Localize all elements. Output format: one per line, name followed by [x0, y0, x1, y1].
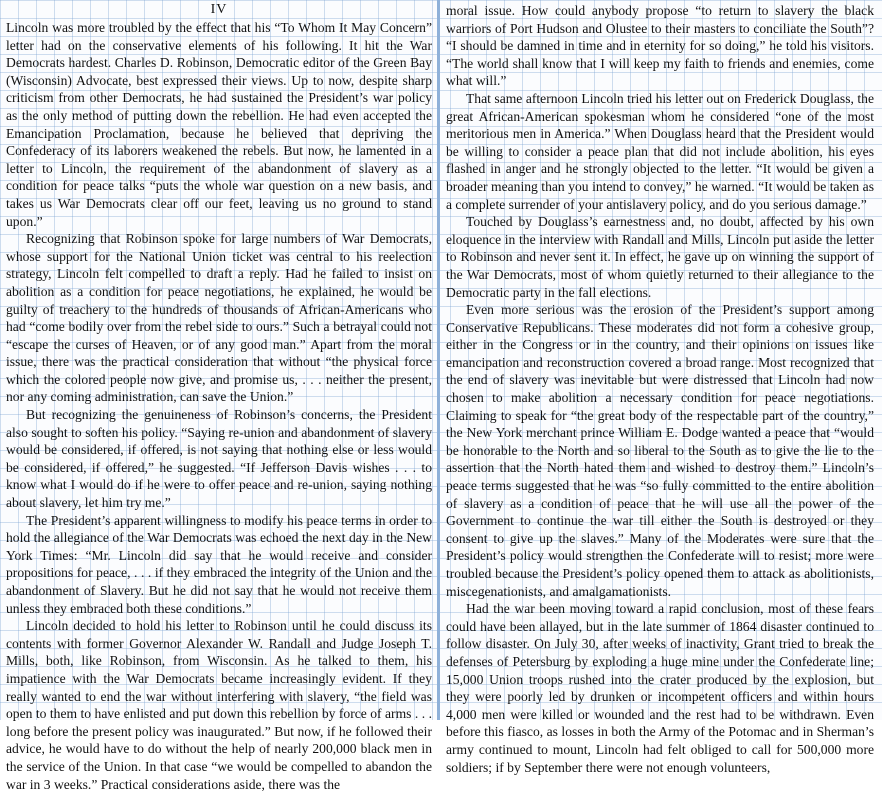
paragraph: That same afternoon Lincoln tried his letter out on Frederick Douglass, the great African-American spokesman whom he considered “one of the most meritorious men in America.” When Douglass heard that the President would be willing to consider a peace plan that did not include abolition, his eyes flashed in anger and he strongly objected to the letter. “It would be given a broader meaning than you intend to convey,” he warned. “It would be taken as a complete surrender of your antislavery policy, and do you serious damage.”	[446, 90, 874, 212]
paragraph: Recognizing that Robinson spoke for large numbers of War Democrats, whose support for the National Union ticket was central to his reelection strategy, Lincoln felt compelled to draft a reply. Had he failed to insist on abolition as a condition for peace negotiations, he explained, he would be guilty of treachery to the hundreds of thousands of African-Americans who had “come bodily over from the rebel side to ours.” Such a betrayal could not “escape the curses of Heaven, or of any good man.” Apart from the moral issue, there was the practical consideration that without “the physical force which the colored people now give, and promise us, . . . neither the present, nor any coming administration, can save the Union.”	[6, 231, 432, 405]
paragraph: moral issue. How could anybody propose “to return to slavery the black warriors of Port Hudson and Olustee to their masters to conciliate the South”? “I should be damned in time and in eternity for so doing,” he told his visitors. “The world shall know that I will keep my faith to friends and enemies, come what will.”	[446, 3, 874, 89]
paragraph: Even more serious was the erosion of the President’s support among Conservative Republicans. These moderates did not form a cohesive group, either in the Congress or in the country, and their opinions on issues like emancipation and reconstruction covered a broad range. Most recognized that the end of slavery was inevitable but were distressed that Lincoln had now chosen to make abolition a necessary condition for peace negotiations. Claiming to speak for “the great body of the respectable part of the country,” the New York merchant prince William E. Dodge wanted a peace that “would be honorable to the North and so liberal to the South as to give the lie to the assertion that the North hated them and wished to destroy them.” Lincoln’s peace terms suggested that he was “so fully committed to the entire abolition of slavery as a condition of peace that he will use all the power of the Government to continue the war till either the South is destroyed or they consent to give up the slaves.” Many of the Moderates were sure that the President’s policy would strengthen the Confederate will to resist; more were troubled because the President’s policy opened them to attack as abolitionists, miscegenationists, and amalgamationists.	[446, 302, 874, 599]
paragraph: Had the war been moving toward a rapid conclusion, most of these fears could have been allayed, but in the late summer of 1864 disaster continued to follow disaster. On July 30, after weeks of inactivity, Grant tried to break the defenses of Petersburg by exploding a huge mine under the Confederate line; 15,000 Union troops rushed into the crater produced by the explosion, but they were poorly led by drunken or incompetent officers and within hours 4,000 men were killed or wounded and the rest had to be withdrawn. Even before this fiasco, as losses in both the Army of the Potomac and in Sherman’s army continued to mount, Lincoln had felt obliged to call for 500,000 more soldiers; if by September there were not enough volunteers,	[446, 601, 874, 775]
paragraph: But recognizing the genuineness of Robinson’s concerns, the President also sought to soften his policy. “Saying re-union and abandonment of slavery would be considered, if offered, is not saying that nothing else or less would be considered, if offered,” he suggested. “If Jefferson Davis wishes . . . to know what I would do if he were to offer peace and re-union, saying nothing about slavery, let him try me.”	[6, 407, 432, 511]
right-column	[446, 0, 874, 775]
section-heading: IV	[210, 2, 228, 17]
paragraph: Lincoln was more troubled by the effect that his “To Whom It May Concern” letter had on the conservative elements of his following. It hit the War Democrats hardest. Charles D. Robinson, Democratic editor of the Green Bay (Wisconsin) Advocate, best expressed their views. Up to now, despite sharp criticism from other Democrats, he had sustained the President’s war policy as the only method of putting down the rebellion. He had even accepted the Emancipation Proclamation, because he believed that depriving the Confederacy of its laborers weakened the rebels. But now, he lamented in a letter to Lincoln, the requirement of the abandonment of slavery as a condition for peace talks “puts the whole war question on a new basis, and takes us War Democrats clear off our feet, leaving us no ground to stand upon.”	[6, 20, 432, 229]
paragraph: Lincoln decided to hold his letter to Robinson until he could discuss its contents with former Governor Alexander W. Randall and Judge Joseph T. Mills, both, like Robinson, from Wisconsin. As he talked to them, his impatience with the War Democrats became increasingly evident. If they really wanted to end the war without interfering with slavery, “the field was open to them to have enlisted and put down this rebellion by force of arms . . . long before the present policy was inaugurated.” But now, if he followed their advice, he would have to do without the help of nearly 200,000 black men in the service of the Union. In that case “we would be compelled to abandon the war in 3 weeks.” Practical considerations aside, there was the	[6, 618, 432, 792]
paragraph: The President’s apparent willingness to modify his peace terms in order to hold the allegiance of the War Democrats was echoed the next day in the New York Times: “Mr. Lincoln did say that he would receive and consider propositions for peace, . . . if they embraced the integrity of the Union and the abandonment of Slavery. But he did not say that he would not receive them unless they embraced both these conditions.”	[6, 512, 432, 616]
paragraph: Touched by Douglass’s earnestness and, no doubt, affected by his own eloquence in the interview with Randall and Mills, Lincoln put aside the letter to Robinson and never sent it. In effect, he gave up on winning the support of the War Democrats, most of whom quietly returned to their allegiance to the Democratic party in the fall elections.	[446, 214, 874, 300]
column-divider	[437, 0, 440, 720]
left-column	[6, 0, 432, 792]
